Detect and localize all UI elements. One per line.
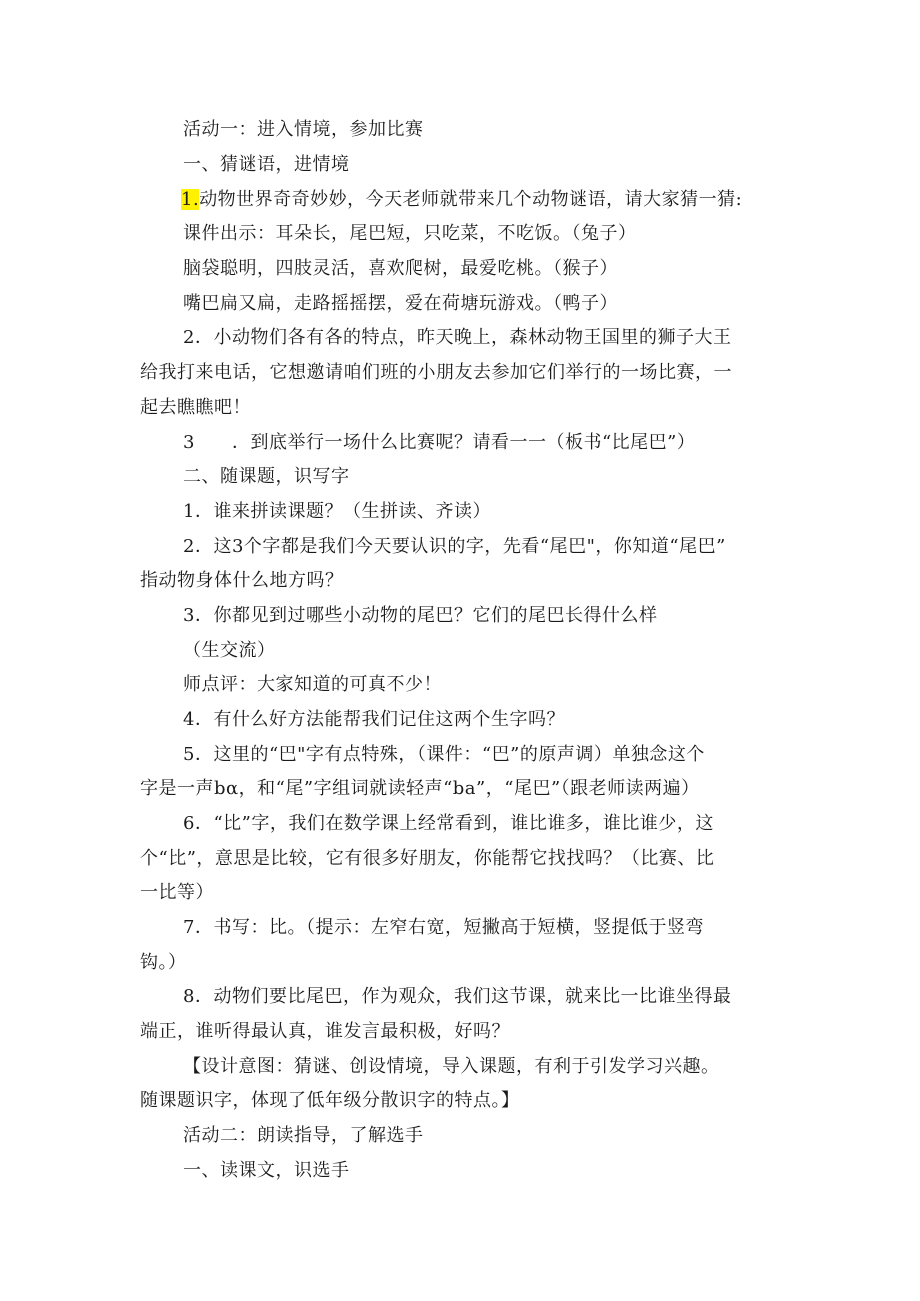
paragraph-line: 钩。） — [140, 952, 187, 973]
paragraph-line: 嘴巴扁又扁，走路摇摇摆，爱在荷塘玩游戏。（鸭子） — [183, 293, 618, 314]
section-heading: 一、读课文，识选手 — [183, 1160, 350, 1181]
activity-one-heading: 活动一：进入情境，参加比赛 — [183, 119, 424, 140]
design-intent-note: 【设计意图：猜谜、创设情境，导入课题，有利于引发学习兴趣。 — [183, 1056, 720, 1077]
paragraph-line: 指动物身体什么地方吗？ — [140, 570, 344, 591]
paragraph-line: 课件出示：耳朵长，尾巴短，只吃菜，不吃饭。（兔子） — [183, 223, 637, 244]
paragraph-line: 4．有什么好方法能帮我们记住这两个生字吗？ — [183, 709, 565, 730]
paragraph-line: 3．你都见到过哪些小动物的尾巴？它们的尾巴长得什么样 — [183, 605, 658, 626]
activity-two-heading: 活动二：朗读指导，了解选手 — [183, 1125, 424, 1146]
paragraph-line: 给我打来电话，它想邀请咱们班的小朋友去参加它们举行的一场比赛，一 — [140, 362, 732, 383]
paragraph-line: 1．谁来拼读课题？（生拼读、齐读） — [183, 501, 491, 522]
paragraph-line: 师点评：大家知道的可真不少！ — [183, 674, 442, 695]
paragraph-line: 3 ．到底举行一场什么比赛呢？请看一一（板书“比尾巴”） — [183, 432, 696, 453]
paragraph-line: 个“比”，意思是比较，它有很多好朋友，你能帮它找找吗？（比赛、比 — [140, 848, 715, 869]
section-heading: 一、猜谜语，进情境 — [183, 154, 350, 175]
paragraph-line: 2．这3个字都是我们今天要认识的字，先看“尾巴"，你知道“尾巴” — [183, 536, 726, 557]
paragraph-line: 脑袋聪明，四肢灵活，喜欢爬树，最爱吃桃。（猴子） — [183, 258, 618, 279]
paragraph-line: 2．小动物们各有各的特点，昨天晚上，森林动物王国里的狮子大王 — [183, 327, 732, 348]
paragraph-line: 6．“比”字，我们在数学课上经常看到，谁比谁多，谁比谁少，这 — [183, 813, 714, 834]
paragraph-text: 动物世界奇奇妙妙，今天老师就带来几个动物谜语，请大家猜一猜: — [199, 189, 743, 210]
paragraph-line: 5．这里的“巴"字有点特殊，（课件：“巴”的原声调）单独念这个 — [183, 744, 705, 765]
highlighted-number: 1. — [181, 189, 200, 210]
paragraph-line: （生交流） — [183, 640, 276, 661]
paragraph-line — [181, 188, 742, 212]
paragraph-line: 7．书写：比。（提示：左窄右宽，短撇高于短横，竖提低于竖弯 — [183, 917, 704, 938]
paragraph-line: 端正，谁听得最认真，谁发言最积极，好吗？ — [140, 1021, 510, 1042]
design-intent-note: 随课题识字，体现了低年级分散识字的特点。】 — [140, 1090, 520, 1111]
paragraph-line: 一比等） — [140, 882, 214, 903]
paragraph-line: 8．动物们要比尾巴，作为观众，我们这节课，就来比一比谁坐得最 — [183, 986, 732, 1007]
paragraph-line: 起去瞧瞧吧！ — [140, 397, 251, 418]
section-heading: 二、随课题，识写字 — [183, 466, 350, 487]
paragraph-line: 字是一声bα，和“尾”字组词就读轻声“ba”，“尾巴”（跟老师读两遍） — [140, 778, 700, 799]
